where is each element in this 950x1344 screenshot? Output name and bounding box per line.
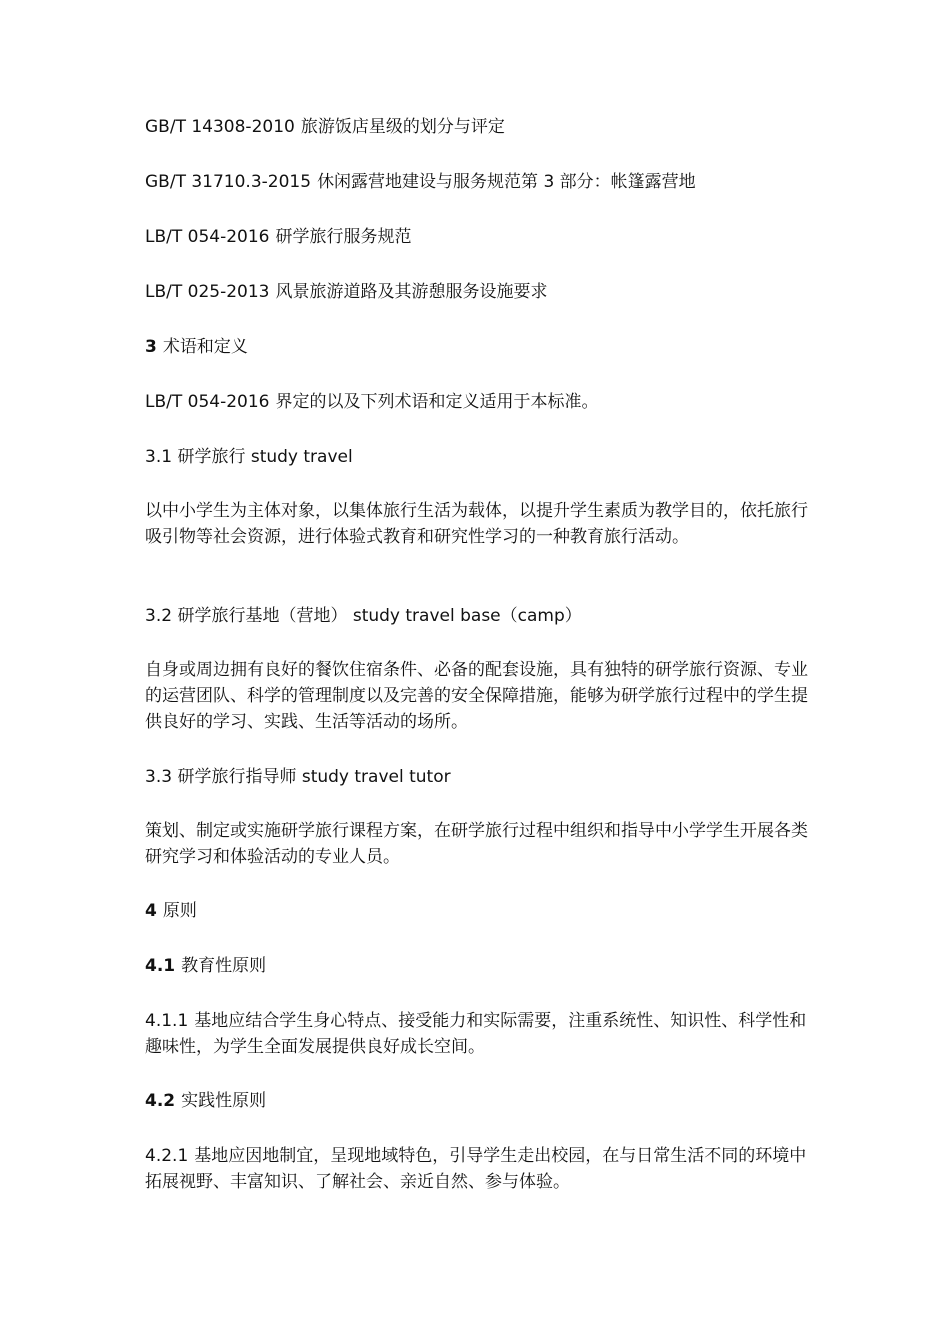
clause-text: 基地应因地制宜，呈现地域特色，引导学生走出校园，在与日常生活不同的环境中拓展视野、丰富知识、了解社会、亲近自然、参与体验。 xyxy=(145,1146,807,1192)
subsection-heading xyxy=(145,953,810,979)
term-definition: 自身或周边拥有良好的餐饮住宿条件、必备的配套设施，具有独特的研学旅行资源、专业的运营团队、科学的管理制度以及完善的安全保障措施，能够为研学旅行过程中的学生提供良好的学习、实践、生活等活动的场所。 xyxy=(145,660,808,732)
subsection-number: 4.1 xyxy=(145,956,176,976)
section-heading xyxy=(145,898,810,924)
clause-number: 4.2.1 xyxy=(145,1146,189,1166)
reference-code: LB/T 025-2013 xyxy=(145,282,270,302)
section-number: 4 xyxy=(145,901,157,921)
reference-line xyxy=(145,279,810,305)
section-title: 原则 xyxy=(162,901,197,921)
reference-line xyxy=(145,114,810,140)
section-heading xyxy=(145,334,810,360)
paragraph xyxy=(145,389,810,415)
reference-title: 旅游饭店星级的划分与评定 xyxy=(300,117,505,137)
subsection-title: 实践性原则 xyxy=(181,1091,267,1111)
term-heading: 3.2 研学旅行基地（营地） study travel base（camp） xyxy=(145,606,582,626)
subsection-number: 4.2 xyxy=(145,1091,176,1111)
reference-code: GB/T 31710.3-2015 xyxy=(145,172,312,192)
reference-code: LB/T 054-2016 xyxy=(145,227,270,247)
reference-title: 研学旅行服务规范 xyxy=(275,227,412,247)
intro-text: 界定的以及下列术语和定义适用于本标准。 xyxy=(275,392,599,412)
clause-text: 基地应结合学生身心特点、接受能力和实际需要，注重系统性、知识性、科学性和趣味性，为学生全面发展提供良好成长空间。 xyxy=(145,1011,807,1057)
clause-number: 4.1.1 xyxy=(145,1011,189,1031)
reference-code: GB/T 14308-2010 xyxy=(145,117,295,137)
term-definition: 策划、制定或实施研学旅行课程方案，在研学旅行过程中组织和指导中小学学生开展各类研究学习和体验活动的专业人员。 xyxy=(145,821,808,867)
reference-title: 休闲露营地建设与服务规范第 3 部分：帐篷露营地 xyxy=(317,172,696,192)
clause-paragraph xyxy=(145,1143,810,1195)
term-heading: 3.3 研学旅行指导师 study travel tutor xyxy=(145,767,451,787)
reference-line xyxy=(145,224,810,250)
subsection-title: 教育性原则 xyxy=(181,956,267,976)
section-number: 3 xyxy=(145,337,157,357)
reference-title: 风景旅游道路及其游憩服务设施要求 xyxy=(275,282,548,302)
reference-line xyxy=(145,169,810,195)
subsection-heading xyxy=(145,1088,810,1114)
intro-code: LB/T 054-2016 xyxy=(145,392,270,412)
term-heading: 3.1 研学旅行 study travel xyxy=(145,447,353,467)
section-title: 术语和定义 xyxy=(162,337,248,357)
term-definition: 以中小学生为主体对象，以集体旅行生活为载体，以提升学生素质为教学目的，依托旅行吸引物等社会资源，进行体验式教育和研究性学习的一种教育旅行活动。 xyxy=(145,501,808,547)
clause-paragraph xyxy=(145,1008,810,1060)
